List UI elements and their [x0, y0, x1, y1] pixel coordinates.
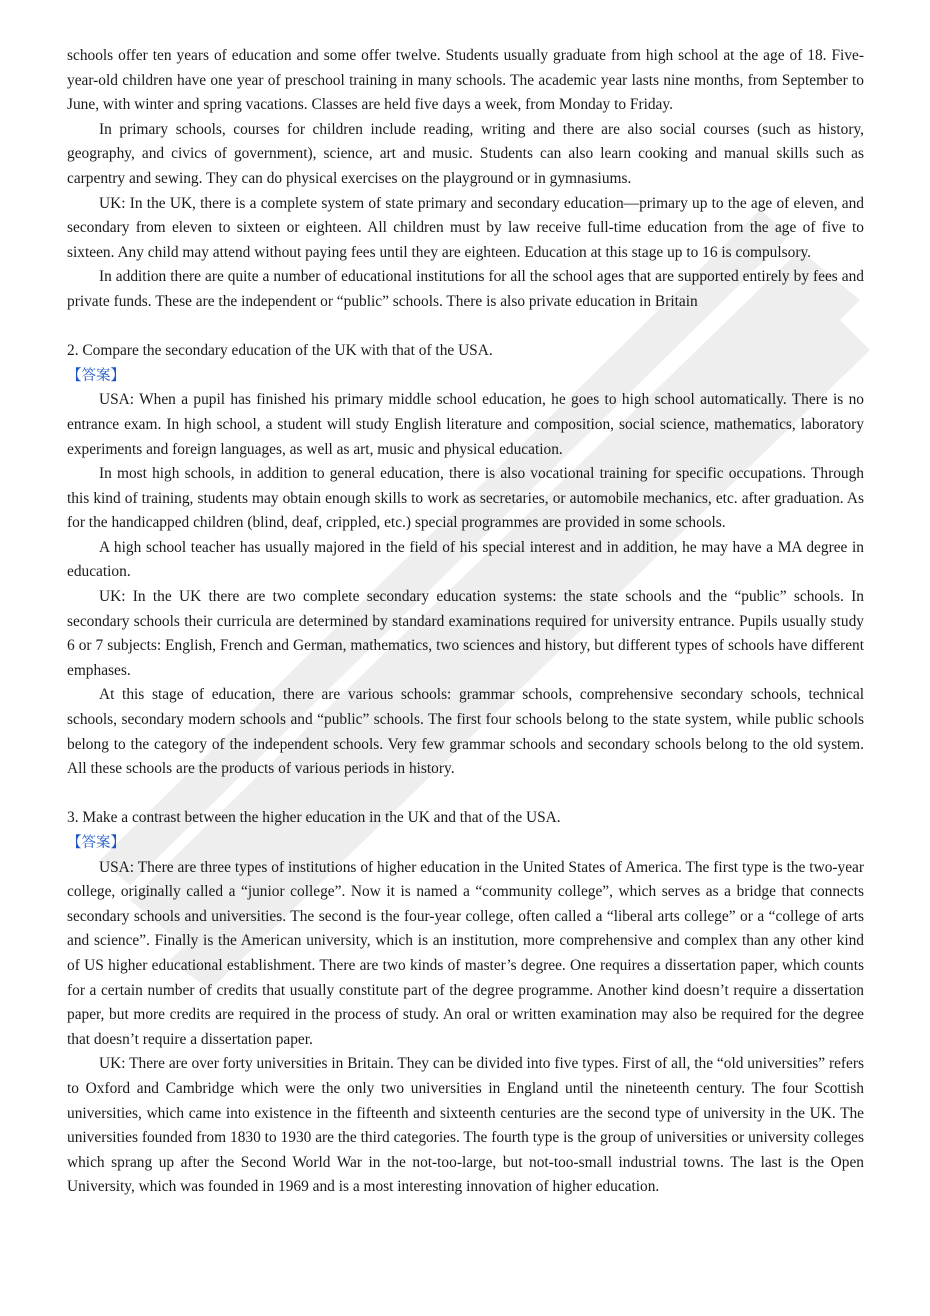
document-page — [67, 44, 864, 1200]
answer-tag: 【答案】 — [67, 367, 125, 384]
paragraph: In most high schools, in addition to general education, there is also vocational training for specific occupations. Through this kind of training, students may obtain enough skills to work as secretaries, or automobile mechanics, etc. after graduation. As for the handicapped children (blind, deaf, crippled, etc.) special programmes are provided in some schools. — [67, 465, 864, 532]
paragraph: In addition there are quite a number of educational institutions for all the school ages that are supported entirely by fees and private funds. These are the independent or “public” schools. There is also private education in Britain — [67, 268, 864, 310]
question-3: 3. Make a contrast between the higher education in the UK and that of the USA. — [67, 809, 561, 827]
paragraph: In primary schools, courses for children include reading, writing and there are also social courses (such as history, geography, and civics of government), science, art and music. Students can also learn cooking and manual skills such as carpentry and sewing. They can do physical exercises on the playground or in gymnasiums. — [67, 120, 864, 187]
paragraph: USA: There are three types of institutions of higher education in the United States of America. The first type is the two-year college, originally called a “junior college”. Now it is named a “community college”, which serves as a bridge that connects secondary schools and universities. The second is the four-year college, often called a “liberal arts college” or a “college of arts and science”. Finally is the American university, which is an institution, more comprehensive and complex than any other kind of US higher educational establishment. There are two kinds of master’s degree. One requires a dissertation paper, which counts for a certain number of credits that usually constitute part of the degree programme. Another kind doesn’t require a dissertation paper, but more credits are required in the process of study. An oral or written examination may also be required for the degree that doesn’t require a dissertation paper. — [67, 858, 864, 1048]
answer-tag: 【答案】 — [67, 835, 125, 851]
paragraph-continued: schools offer ten years of education and some offer twelve. Students usually graduate from high school at the age of 18. Five-year-old children have one year of preschool training in many schools. The academic year lasts nine months, from September to June, with winter and spring vacations. Classes are held five days a week, from Monday to Friday. — [67, 47, 864, 114]
paragraph: UK: In the UK there are two complete secondary education systems: the state schools and the “public” schools. In secondary schools their curricula are determined by standard examinations required for university entrance. Pupils usually study 6 or 7 subjects: English, French and German, mathematics, two sciences and history, but different types of schools have different emphases. — [67, 588, 864, 679]
paragraph: A high school teacher has usually majored in the field of his special interest and in addition, he may have a MA degree in education. — [67, 538, 864, 581]
paragraph: UK: There are over forty universities in Britain. They can be divided into five types. First of all, the “old universities” refers to Oxford and Cambridge which were the only two universities in England until the nineteenth century. The four Scottish universities, which came into existence in the fifteenth and sixteenth centuries are the second type of university in the UK. The universities founded from 1830 to 1930 are the third categories. The fourth type is the group of universities or university colleges which sprang up after the Second World War in the not-too-large, but not-too-small industrial towns. The last is the Open University, which was founded in 1969 and is a most interesting innovation of higher education. — [67, 1055, 864, 1196]
question-2: 2. Compare the secondary education of the UK with that of the USA. — [67, 342, 493, 360]
paragraph: USA: When a pupil has finished his primary middle school education, he goes to high school automatically. There is no entrance exam. In high school, a student will study English literature and composition, social science, mathematics, laboratory experiments and foreign languages, as well as art, music and physical education. — [67, 391, 864, 458]
paragraph: At this stage of education, there are various schools: grammar schools, comprehensive secondary schools, technical schools, secondary modern schools and “public” schools. The first four schools belong to the state system, while public schools belong to the category of the independent schools. Very few grammar schools and secondary schools belong to the old system. All these schools are the products of various periods in history. — [67, 686, 864, 778]
paragraph: UK: In the UK, there is a complete system of state primary and secondary education—primary up to the age of eleven, and secondary from eleven to sixteen or eighteen. All children must by law receive full-time education from the age of five to sixteen. Any child may attend without paying fees until they are eighteen. Education at this stage up to 16 is compulsory. — [67, 194, 864, 261]
